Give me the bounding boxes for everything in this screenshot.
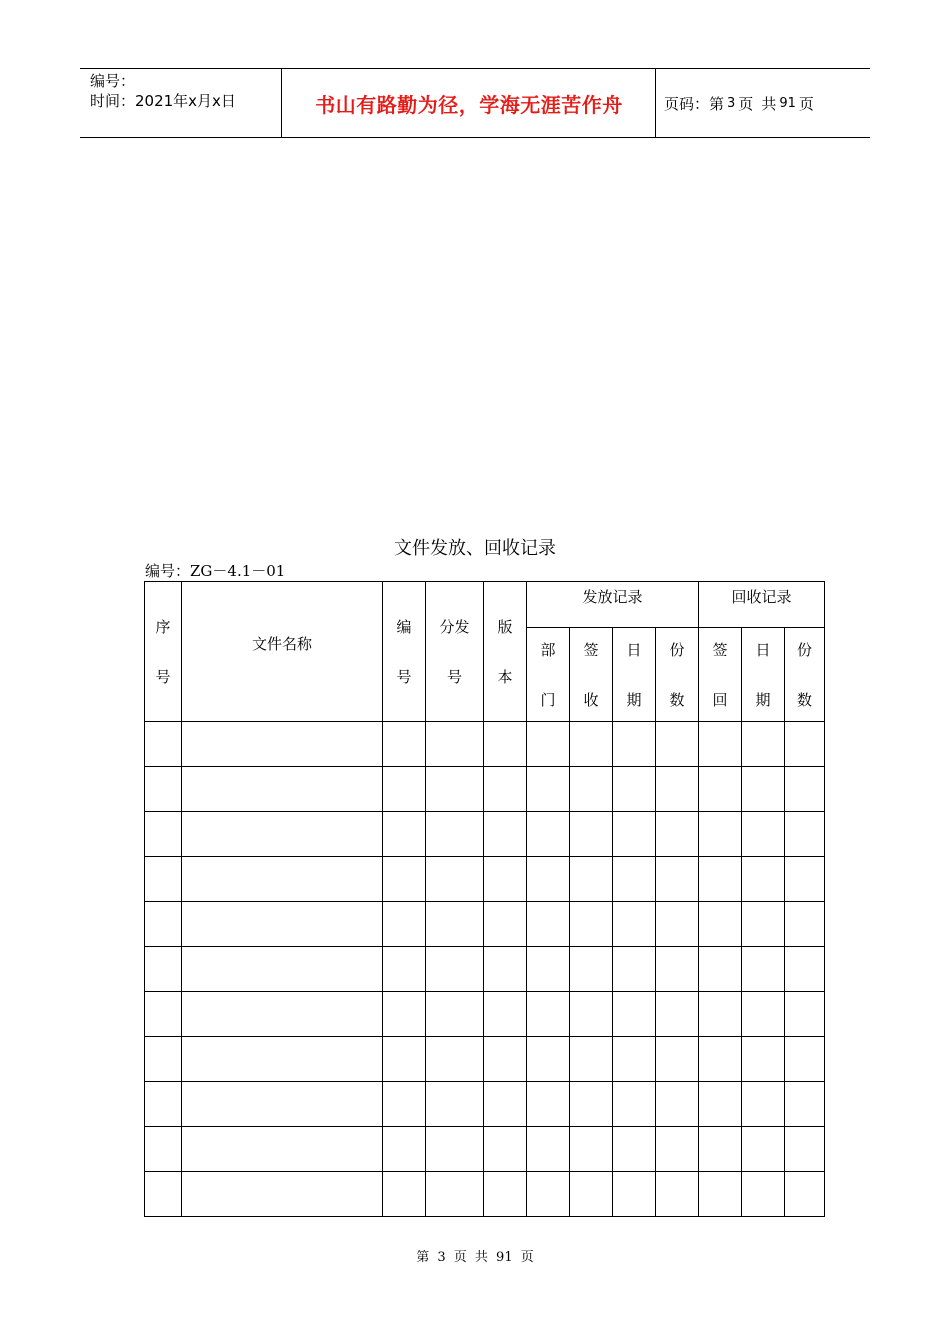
table-cell (383, 1037, 426, 1082)
table-cell (527, 947, 570, 992)
header-page-total: 91 (779, 95, 796, 111)
header-group-recall: 回收记录 (699, 582, 825, 628)
header-code-label: 编号： (90, 72, 136, 90)
table-cell (656, 1172, 699, 1217)
table-cell (699, 992, 742, 1037)
table-cell (742, 812, 785, 857)
table-cell (785, 947, 825, 992)
table-cell (742, 992, 785, 1037)
table-cell (426, 767, 484, 812)
table-cell (527, 812, 570, 857)
table-cell (484, 722, 527, 767)
table-cell (484, 767, 527, 812)
table-cell (742, 902, 785, 947)
table-cell (527, 1082, 570, 1127)
table-cell (182, 902, 383, 947)
table-cell (570, 1172, 613, 1217)
table-cell (699, 902, 742, 947)
table-header-row-1 (145, 582, 825, 628)
table-cell (383, 1127, 426, 1172)
table-cell (426, 1172, 484, 1217)
header-cell-recall-copies: 份 数 (785, 628, 825, 722)
table-row (145, 902, 825, 947)
table-cell (742, 947, 785, 992)
table-cell (145, 1127, 182, 1172)
header-cell-issue-copies: 份 数 (656, 628, 699, 722)
table-cell (742, 1082, 785, 1127)
table-cell (656, 1127, 699, 1172)
table-cell (145, 1082, 182, 1127)
table-cell (613, 902, 656, 947)
table-row (145, 722, 825, 767)
table-cell (527, 1172, 570, 1217)
table-cell (613, 947, 656, 992)
table-cell (426, 857, 484, 902)
table-cell (145, 1172, 182, 1217)
table-cell (699, 812, 742, 857)
table-cell (527, 857, 570, 902)
page-footer: 第 3 页 共 91 页 (416, 1250, 534, 1265)
table-cell (145, 812, 182, 857)
table-cell (656, 1082, 699, 1127)
table-cell (145, 947, 182, 992)
table-cell (484, 1172, 527, 1217)
table-cell (145, 992, 182, 1037)
table-cell (383, 947, 426, 992)
table-cell (613, 857, 656, 902)
table-cell (570, 1127, 613, 1172)
distribution-record-table (144, 581, 825, 1217)
table-cell (613, 1172, 656, 1217)
table-cell (426, 1127, 484, 1172)
table-cell (785, 812, 825, 857)
table-cell (742, 767, 785, 812)
table-cell (613, 1082, 656, 1127)
header-page-mid: 页 (738, 94, 754, 113)
table-cell (182, 1037, 383, 1082)
table-cell (383, 992, 426, 1037)
table-cell (383, 1172, 426, 1217)
header-cell-issue-date: 日 期 (613, 628, 656, 722)
table-cell (699, 1172, 742, 1217)
table-row (145, 812, 825, 857)
table-cell (570, 767, 613, 812)
table-cell (613, 992, 656, 1037)
document-title: 文件发放、回收记录 (394, 538, 556, 559)
table-cell (742, 1127, 785, 1172)
table-cell (527, 1127, 570, 1172)
table-cell (484, 812, 527, 857)
table-cell (785, 992, 825, 1037)
table-cell (426, 947, 484, 992)
table-cell (383, 1082, 426, 1127)
table-cell (570, 947, 613, 992)
table-cell (785, 1082, 825, 1127)
table-row (145, 947, 825, 992)
table-row (145, 857, 825, 902)
table-cell (426, 902, 484, 947)
table-cell (182, 992, 383, 1037)
table-cell (570, 902, 613, 947)
table-cell (527, 902, 570, 947)
table-cell (742, 722, 785, 767)
table-cell (182, 947, 383, 992)
table-cell (426, 1037, 484, 1082)
header-group-issue: 发放记录 (527, 582, 699, 628)
table-cell (145, 1037, 182, 1082)
header-divider-right (655, 69, 656, 137)
table-cell (484, 902, 527, 947)
table-cell (570, 857, 613, 902)
table-cell (613, 722, 656, 767)
table-cell (527, 1037, 570, 1082)
table-cell (742, 1037, 785, 1082)
header-cell-distribution-no: 分发 号 (426, 582, 484, 722)
header-page-total-prefix: 共 (761, 94, 777, 113)
page-header (80, 68, 870, 138)
table-cell (527, 992, 570, 1037)
table-cell (383, 767, 426, 812)
table-cell (613, 1037, 656, 1082)
header-cell-sign-receive: 签 收 (570, 628, 613, 722)
table-cell (484, 1082, 527, 1127)
table-cell (785, 902, 825, 947)
table-cell (426, 812, 484, 857)
table-row (145, 1172, 825, 1217)
table-cell (699, 857, 742, 902)
table-cell (742, 857, 785, 902)
header-page-suffix: 页 (798, 94, 814, 113)
table-cell (527, 767, 570, 812)
table-cell (742, 1172, 785, 1217)
table-cell (182, 1127, 383, 1172)
table-cell (426, 722, 484, 767)
header-cell-number: 编 号 (383, 582, 426, 722)
table-cell (484, 947, 527, 992)
header-cell-sign-return: 签 回 (699, 628, 742, 722)
table-cell (699, 1082, 742, 1127)
table-cell (570, 1037, 613, 1082)
header-cell-file-name: 文件名称 (182, 582, 383, 722)
header-cell-department: 部 门 (527, 628, 570, 722)
table-cell (656, 947, 699, 992)
table-cell (484, 1037, 527, 1082)
table-row (145, 1127, 825, 1172)
table-cell (699, 767, 742, 812)
table-cell (785, 767, 825, 812)
table-cell (484, 992, 527, 1037)
table-cell (570, 812, 613, 857)
header-cell-seq: 序 号 (145, 582, 182, 722)
header-time-label: 时间：2021年x月x日 (90, 92, 236, 110)
table-cell (182, 1082, 383, 1127)
table-cell (613, 1127, 656, 1172)
table-row (145, 767, 825, 812)
table-cell (426, 992, 484, 1037)
table-cell (785, 1172, 825, 1217)
table-cell (484, 1127, 527, 1172)
table-cell (145, 857, 182, 902)
table-cell (182, 857, 383, 902)
table-cell (383, 902, 426, 947)
table-row (145, 1037, 825, 1082)
header-page-prefix: 页码：第 (664, 94, 725, 113)
table-cell (570, 722, 613, 767)
header-page-info (664, 69, 814, 137)
header-motto: 书山有路勤为径，学海无涯苦作舟 (315, 92, 623, 117)
table-cell (613, 812, 656, 857)
table-cell (785, 1127, 825, 1172)
table-cell (570, 1082, 613, 1127)
table-cell (785, 722, 825, 767)
table-cell (182, 1172, 383, 1217)
table-cell (699, 1127, 742, 1172)
table-cell (383, 812, 426, 857)
table-cell (656, 857, 699, 902)
table-cell (656, 902, 699, 947)
header-page-current: 3 (727, 95, 736, 111)
table-cell (145, 722, 182, 767)
table-cell (785, 1037, 825, 1082)
table-cell (656, 1037, 699, 1082)
table-cell (145, 767, 182, 812)
table-cell (656, 812, 699, 857)
table-row (145, 1082, 825, 1127)
table-cell (699, 722, 742, 767)
table-cell (656, 992, 699, 1037)
table-row (145, 992, 825, 1037)
table-cell (182, 722, 383, 767)
table-cell (785, 857, 825, 902)
table-cell (426, 1082, 484, 1127)
table-cell (383, 857, 426, 902)
table-cell (182, 812, 383, 857)
table-cell (656, 767, 699, 812)
header-meta (90, 71, 236, 111)
header-cell-version: 版 本 (484, 582, 527, 722)
table-cell (699, 947, 742, 992)
table-cell (656, 722, 699, 767)
table-cell (527, 722, 570, 767)
table-cell (570, 992, 613, 1037)
table-cell (484, 857, 527, 902)
table-cell (699, 1037, 742, 1082)
document-code: 编号：ZG－4.1－01 (145, 562, 286, 580)
header-cell-recall-date: 日 期 (742, 628, 785, 722)
table-cell (613, 767, 656, 812)
table-cell (145, 902, 182, 947)
table-cell (383, 722, 426, 767)
table-cell (182, 767, 383, 812)
